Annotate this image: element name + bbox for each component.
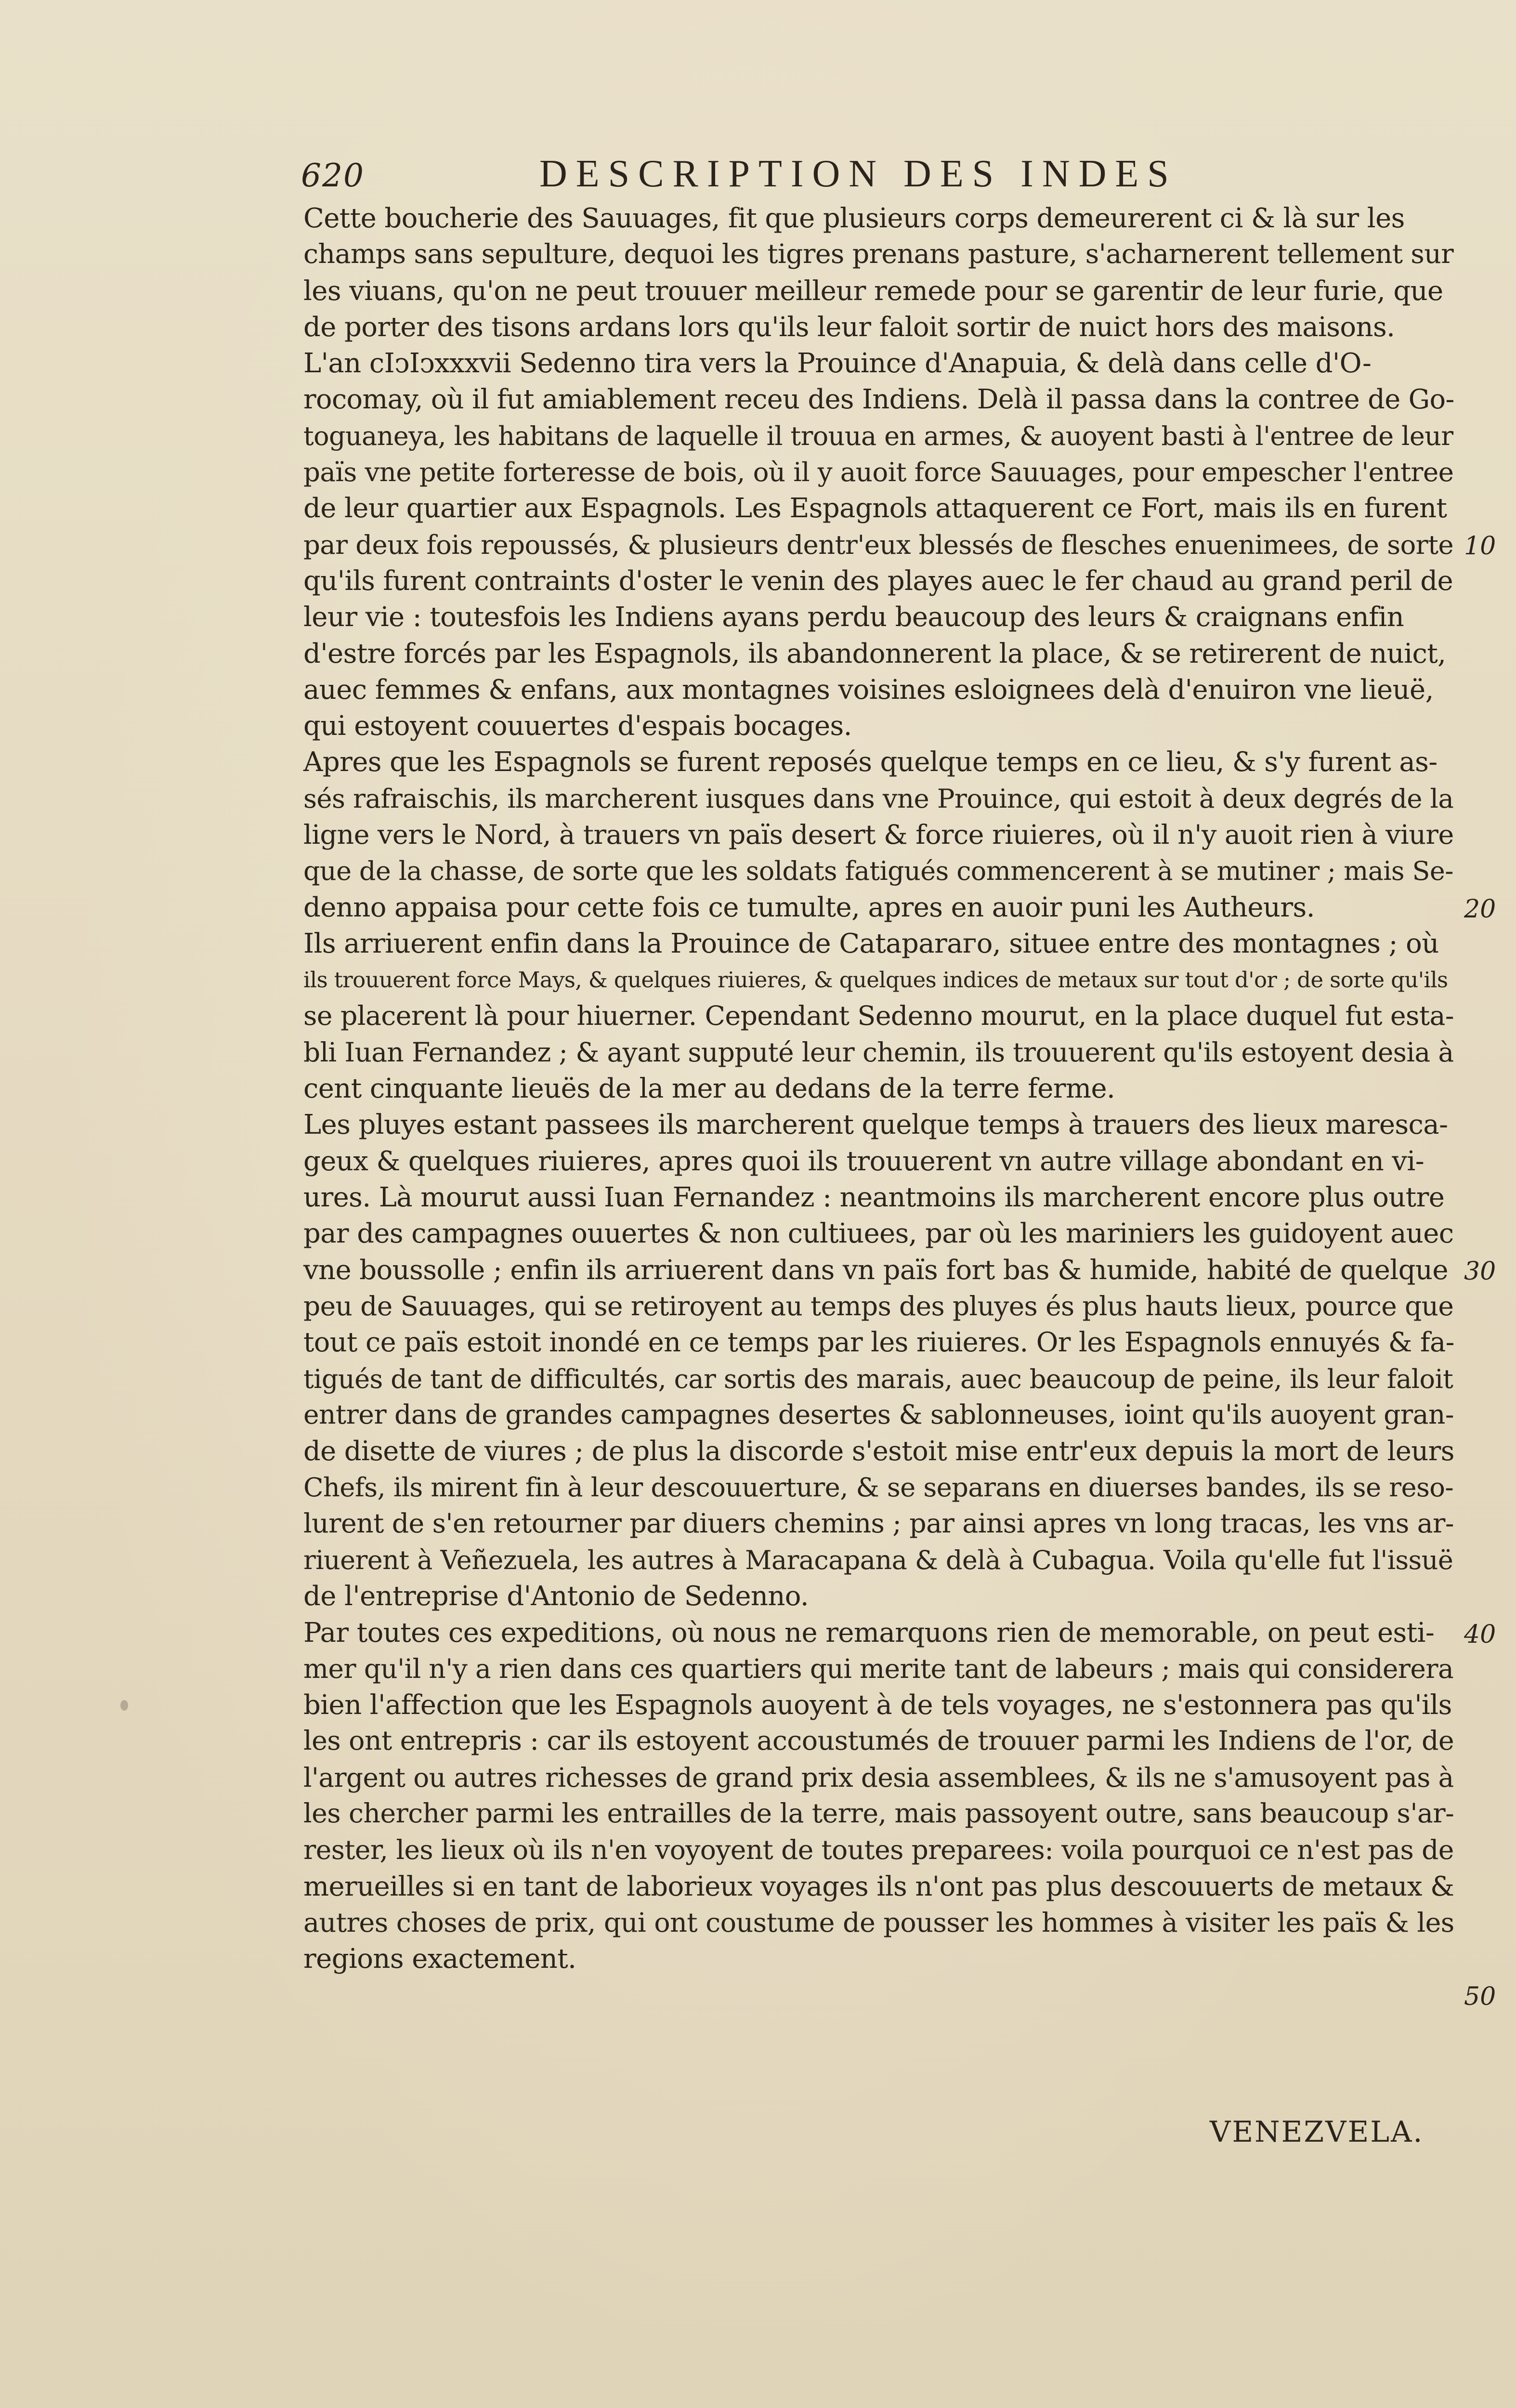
text-line: ligne vers le Nord, à trauers vn païs desert & force riuieres, où il n'y auoit rien à viure (303, 819, 1454, 851)
text-line: Les pluyes estant passees ils marcherent quelque temps à trauers des lieux marescа- (303, 1109, 1448, 1141)
line-number-20: 20 (1464, 895, 1496, 924)
text-line: auec femmes & enfans, aux montagnes voisines esloignees delà d'enuiron vne lieuë, (303, 674, 1434, 706)
text-line: par des campagnes ouuertes & non cultiuees, par où les mariniers les guidoyent auec (303, 1218, 1454, 1250)
text-line: tigués de tant de difficultés, car sortis des marais, auec beaucoup de peine, ils leur faloit (303, 1363, 1453, 1394)
text-line: Ils arriuerent enfin dans la Prouince de Cataparaго, situee entre des montagnes ; où (303, 928, 1439, 959)
text-line: qu'ils furent contraints d'oster le venin des playes auec le fer chaud au grand peril de (303, 565, 1453, 597)
text-line: entrer dans de grandes campagnes desertes & sablonneuses, ioint qu'ils auoyent gran- (303, 1399, 1454, 1430)
text-line: leur vie : toutesfois les Indiens ayans perdu beaucoup des leurs & craignans enfin (303, 602, 1404, 633)
text-line: de leur quartier aux Espagnols. Les Espagnols attaquerent ce Fort, mais ils en furent (303, 493, 1447, 524)
text-line: geux & quelques riuieres, apres quoi ils trouuerent vn autre village abondant en vi- (303, 1145, 1425, 1177)
page-header (301, 152, 1476, 196)
text-line: toguaneya, les habitans de laquelle il trouua en armes, & auoyent basti à l'entree de leur (303, 420, 1453, 451)
line-number-40: 40 (1464, 1620, 1496, 1649)
text-line: de l'entreprise d'Antonio de Sedenno. (303, 1581, 809, 1612)
line-number-50: 50 (1464, 1982, 1496, 2011)
text-line: L'an cIↄIↄxxxvii Sedenno tira vers la Prouince d'Anapuia, & delà dans celle d'O- (303, 348, 1372, 380)
text-line: les viuans, qu'on ne peut trouuer meilleur remede pour se garentir de leur furie, que (303, 275, 1443, 307)
text-line: les ont entrepris : car ils estoyent accoustumés de trouuer parmi les Indiens de l'or, de (303, 1726, 1454, 1757)
text-line: tout ce païs estoit inondé en ce temps par les riuieres. Or les Espagnols ennuyés & fa- (303, 1327, 1454, 1359)
text-line: Cette boucherie des Sauuages, fit que plusieurs corps demeurerent ci & là sur les (303, 203, 1405, 234)
line-number-10: 10 (1464, 532, 1496, 561)
text-line: de porter des tisons ardans lors qu'ils leur faloit sortir de nuict hors des maisons. (303, 311, 1395, 343)
text-line: ures. Là mourut aussi Iuan Fernandez : neantmoins ils marcherent encore plus outre (303, 1182, 1445, 1214)
text-line: rester, les lieux où ils n'en voyoyent de toutes preparees: voila pourquoi ce n'est pas de (303, 1834, 1454, 1866)
text-line: bien l'affection que les Espagnols auoyent à de tels voyages, ne s'estonnera pas qu'ils (303, 1689, 1452, 1721)
text-line: vne boussolle ; enfin ils arriuerent dans vn païs fort bas & humide, habité de quelque (303, 1254, 1448, 1286)
text-line: rocomay, où il fut amiablement receu des Indiens. Delà il passa dans la contree de Go- (303, 384, 1454, 416)
text-line: riuerent à Veñezuela, les autres à Maracapana & delà à Cubagua. Voila qu'elle fut l'issuë (303, 1544, 1453, 1575)
text-line: païs vne petite forteresse de bois, où il y auoit force Sauuages, pour empescher l'entree (303, 457, 1454, 488)
text-line: se placerent là pour hiuerner. Cependant Sedenno mourut, en la place duquel fut esta- (303, 1000, 1454, 1032)
running-head: DESCRIPTION DES INDES (539, 153, 1177, 195)
text-line: Par toutes ces expeditions, où nous ne remarquons rien de memorable, on peut esti- (303, 1617, 1435, 1649)
text-line: que de la chasse, de sorte que les soldats fatigués commencerent à se mutiner ; mais Se- (303, 856, 1453, 887)
text-line: les chercher parmi les entrailles de la terre, mais passoyent outre, sans beaucoup s'ar- (303, 1798, 1454, 1830)
body-text (303, 200, 1454, 1977)
text-line: merueilles si en tant de laborieux voyages ils n'ont pas plus descouuerts de metaux & (303, 1871, 1454, 1902)
text-line: par deux fois repoussés, & plusieurs dentr'eux blessés de flesches enuenimees, de sorte (303, 529, 1454, 560)
text-line: mer qu'il n'y a rien dans ces quartiers qui merite tant de labeurs ; mais qui considerera (303, 1653, 1454, 1684)
text-line: Chefs, ils mirent fin à leur descouuerture, & se separans en diuerses bandes, ils se reso- (303, 1472, 1454, 1503)
text-line: peu de Sauuages, qui se retiroyent au temps des pluyes és plus hauts lieux, pource que (303, 1290, 1454, 1322)
line-number-30: 30 (1464, 1257, 1496, 1286)
text-line: lurent de s'en retourner par diuers chemins ; par ainsi apres vn long tracas, les vns ar- (303, 1508, 1454, 1539)
text-line: cent cinquante lieuës de la mer au dedans de la terre ferme. (303, 1073, 1115, 1105)
text-line: sés rafraischis, ils marcherent iusques dans vne Prouince, qui estoit à deux degrés de la (303, 783, 1454, 814)
text-line: Apres que les Espagnols se furent reposés quelque temps en ce lieu, & s'y furent as- (303, 746, 1438, 778)
text-line: ils trouuerent force Mays, & quelques riuieres, & quelques indices de metaux sur tout d'or ; de sorte qu'ils (303, 967, 1448, 993)
ink-stain (120, 1700, 128, 1711)
text-line: regions exactement. (303, 1943, 576, 1975)
text-line: qui estoyent couuertes d'espais bocages. (303, 710, 852, 742)
page-number: 620 (301, 157, 365, 194)
text-line: bli Iuan Fernandez ; & ayant supputé leur chemin, ils trouuerent qu'ils estoyent desia à (303, 1036, 1454, 1068)
text-line: denno appaisa pour cette fois ce tumulte, apres en auoir puni les Autheurs. (303, 891, 1315, 923)
catchword: VENEZVELA. (1210, 2115, 1424, 2149)
text-line: l'argent ou autres richesses de grand prix desia assemblees, & ils ne s'amusoyent pas à (303, 1762, 1454, 1793)
text-line: d'estre forcés par les Espagnols, ils abandonnerent la place, & se retirerent de nuict, (303, 638, 1446, 669)
text-line: autres choses de prix, qui ont coustume de pousser les hommes à visiter les païs & les (303, 1907, 1454, 1938)
text-line: de disette de viures ; de plus la discorde s'estoit mise entr'eux depuis la mort de leurs (303, 1436, 1454, 1467)
text-line: champs sans sepulture, dequoi les tigres prenans pasture, s'acharnerent tellement sur (303, 239, 1454, 270)
